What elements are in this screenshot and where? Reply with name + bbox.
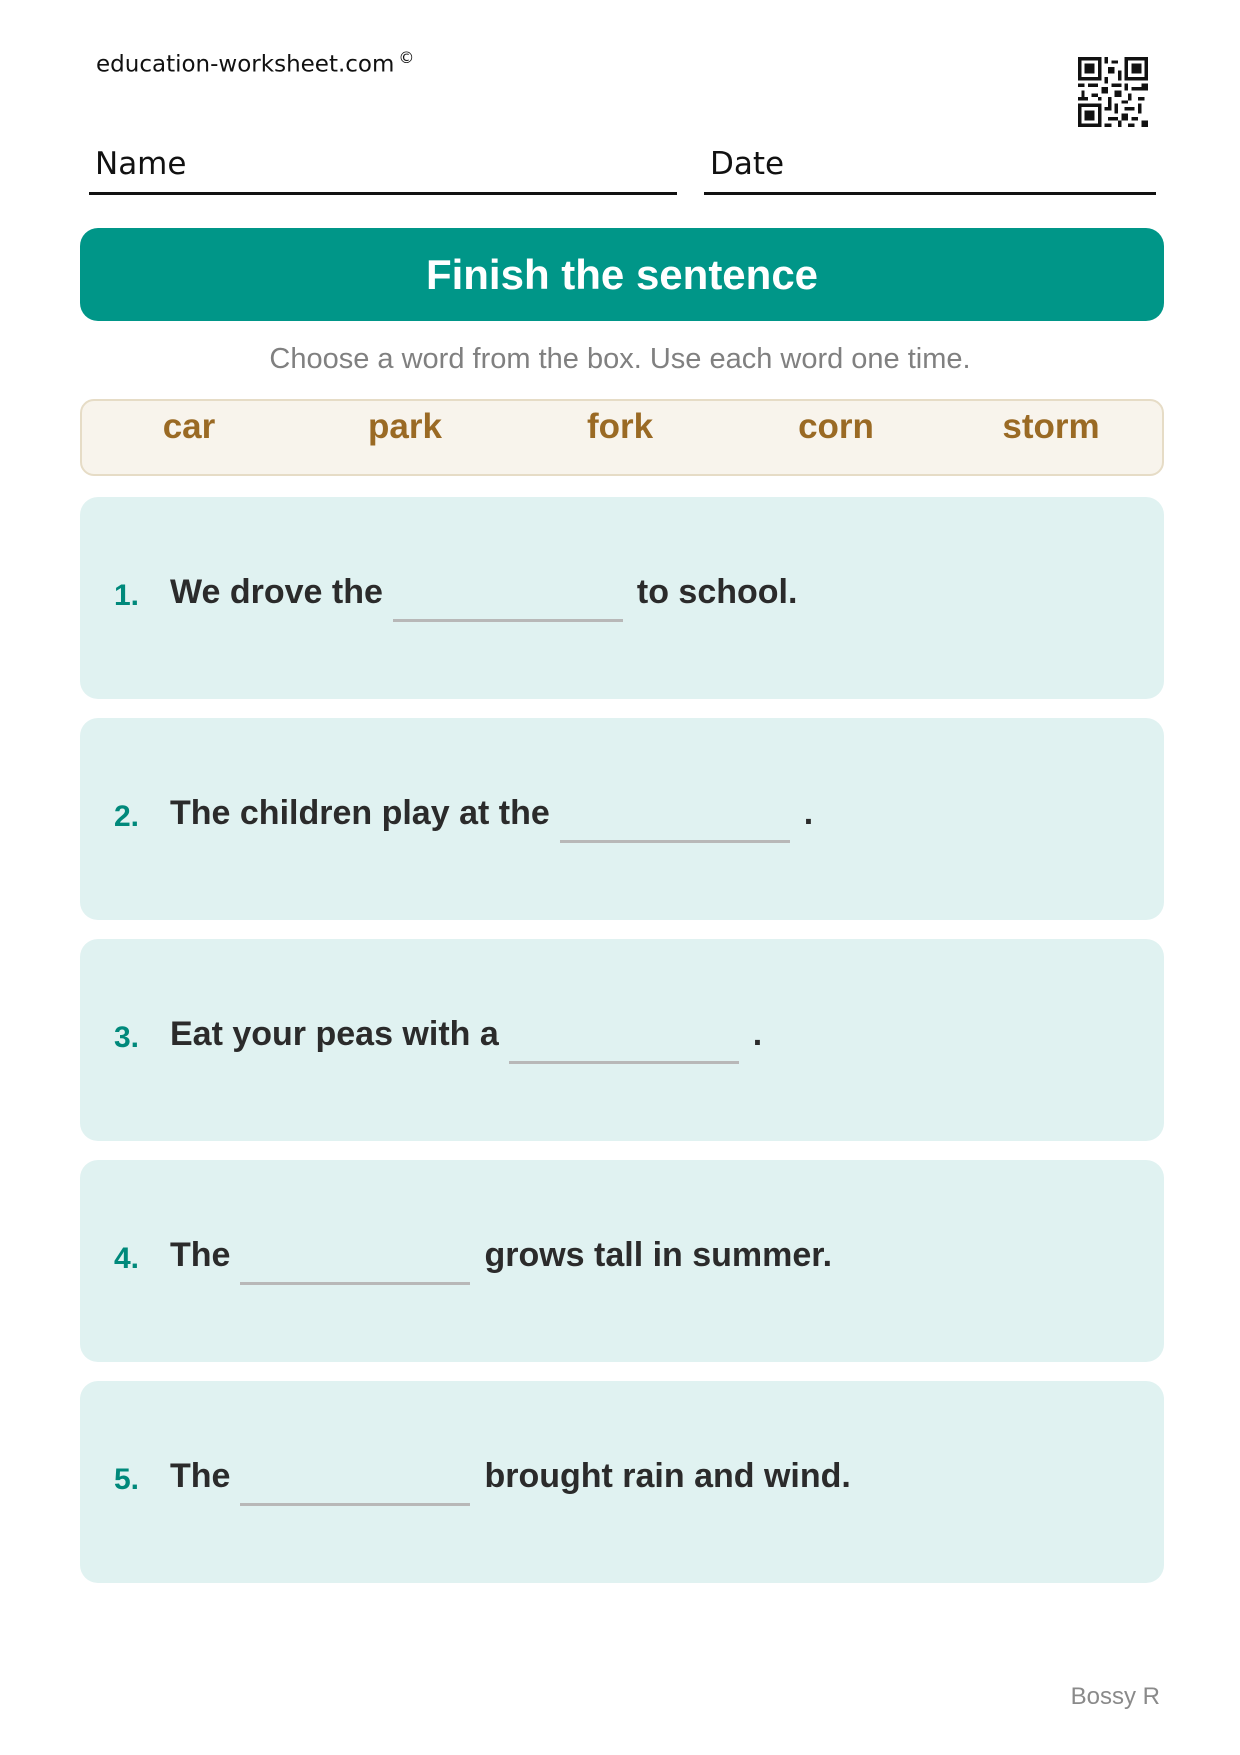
- question-sentence: [170, 1015, 762, 1054]
- date-field[interactable]: [704, 140, 1156, 195]
- sentence-start: The: [170, 1236, 231, 1274]
- question-number: 5.: [114, 1463, 140, 1496]
- answer-blank[interactable]: [240, 1475, 470, 1506]
- question-card: [80, 718, 1164, 920]
- question-card: [80, 939, 1164, 1141]
- question-number: 2.: [114, 800, 140, 833]
- question-card: [80, 1381, 1164, 1583]
- sentence-start: The: [170, 1457, 231, 1495]
- word-bank: [80, 399, 1164, 476]
- sentence-start: Eat your peas with a: [170, 1015, 499, 1053]
- answer-blank[interactable]: [560, 812, 790, 843]
- instructions: Choose a word from the box. Use each word one time.: [269, 343, 971, 375]
- word-bank-item: park: [368, 407, 442, 446]
- word-bank-item: corn: [798, 407, 874, 446]
- sentence-end: .: [803, 794, 814, 832]
- word-bank-item: fork: [586, 407, 654, 446]
- sentence-start: The children play at the: [170, 794, 550, 832]
- qr-code-icon: [1078, 57, 1148, 127]
- footer-topic: Bossy R: [1070, 1683, 1160, 1710]
- date-label: Date: [710, 146, 785, 182]
- question-number: 1.: [114, 579, 140, 612]
- sentence-end: grows tall in summer.: [484, 1236, 833, 1274]
- question-card: [80, 1160, 1164, 1362]
- question-number: 3.: [114, 1021, 140, 1054]
- sentence-end: .: [752, 1015, 763, 1053]
- site-name: education-worksheet.com: [96, 51, 395, 78]
- question-number: 4.: [114, 1242, 140, 1275]
- answer-blank[interactable]: [393, 591, 623, 622]
- name-field[interactable]: [89, 140, 677, 195]
- question-sentence: [170, 573, 797, 612]
- question-sentence: [170, 794, 813, 833]
- question-sentence: [170, 1236, 832, 1275]
- answer-blank[interactable]: [509, 1033, 739, 1064]
- copyright-symbol: ©: [398, 48, 415, 67]
- question-card: [80, 497, 1164, 699]
- sentence-end: to school.: [636, 573, 798, 611]
- site-credit: [96, 48, 414, 78]
- name-label: Name: [95, 146, 187, 182]
- sentence-end: brought rain and wind.: [484, 1457, 851, 1495]
- word-bank-item: storm: [1002, 407, 1100, 446]
- sentence-start: We drove the: [170, 573, 383, 611]
- word-bank-item: car: [162, 407, 216, 446]
- question-sentence: [170, 1457, 851, 1496]
- answer-blank[interactable]: [240, 1254, 470, 1285]
- worksheet-title: Finish the sentence: [80, 228, 1164, 321]
